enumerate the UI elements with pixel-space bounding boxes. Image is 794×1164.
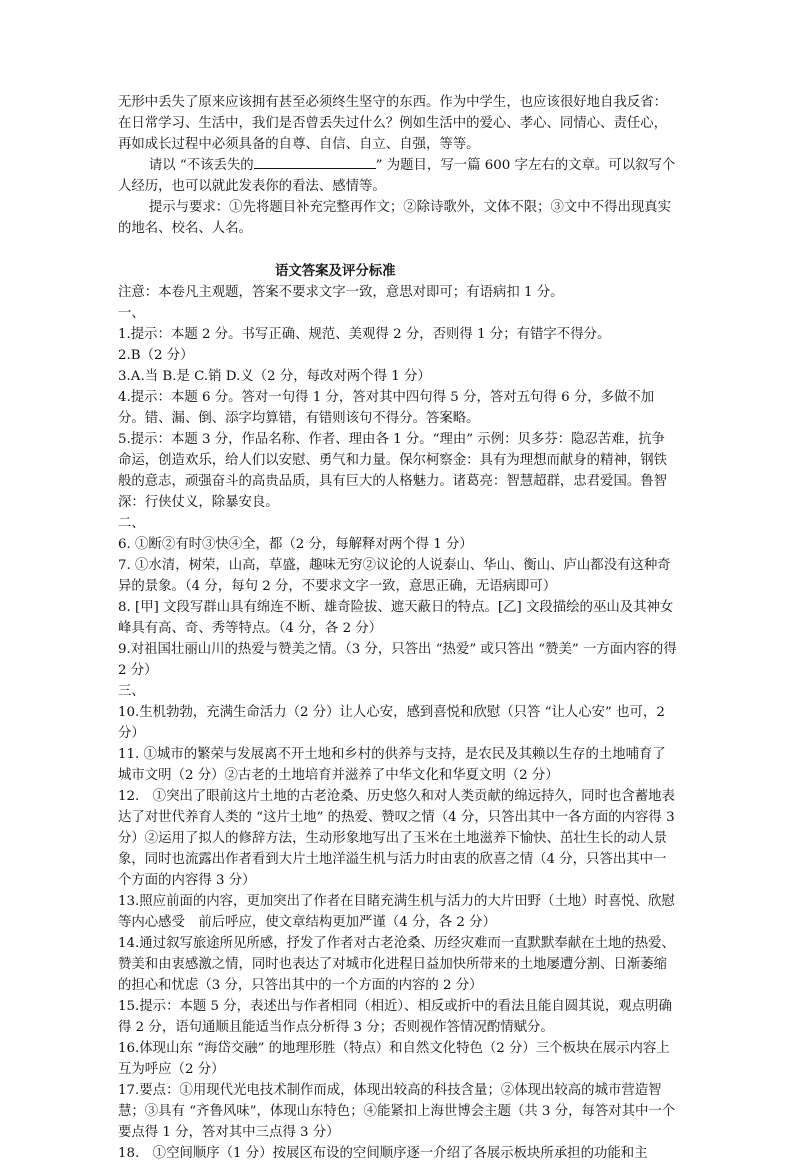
- answers-note: 注意：本卷凡主观题，答案不要求文字一致，意思对即可；有语病扣 1 分。: [118, 285, 564, 300]
- section-gap: [118, 239, 678, 261]
- answer-18: 18. ①空间顺序（1 分）按展区布设的空间顺序逐一介绍了各展示板块所承担的功能和主: [118, 1146, 648, 1161]
- essay-prompt-rest: ” 为题目，写一篇 600 字左右的文章。可以叙写个人经历，也可以就此发表你的看法、感情等。: [118, 158, 676, 194]
- answer-12: 12. ①突出了眼前这片土地的古老沧桑、历史悠久和对人类贡献的绵远持久，同时也含蓄地表达了对世代养育人类的 “这片土地” 的热爱、赞叹之情（4 分，只答出其中一各方面的内容得 3 分）②运用了拟人的修辞方法，生动形象地写出了玉米在土地滋养下愉快、茁壮生长的动人景象，同时也流露出作者看到大片土地洋溢生机与活力时由衷的欣喜之情（4 分，只答出其中一个方面的内容得 3 分）: [118, 789, 675, 888]
- answer-7: 7. ①水清，树荣，山高，草盛，趣味无穷②议论的人说泰山、华山、衡山、庐山都没有这种奇异的景象。（4 分，每句 2 分，不要求文字一致，意思正确，无语病即可）: [118, 558, 671, 594]
- answer-10: 10.生机勃勃，充满生命活力（2 分）让人心安，感到喜悦和欣慰（只答 “让人心安” 也可，2 分）: [118, 705, 665, 741]
- answer-9: 9.对祖国壮丽山川的热爱与赞美之情。（3 分，只答出 “热爱” 或只答出 “赞美” 一方面内容的得 2 分）: [118, 642, 677, 678]
- section-heading-3: 三、: [118, 684, 145, 699]
- answer-8: 8. [甲] 文段写群山具有绵连不断、雄奇险拔、遮天蔽日的特点。[乙] 文段描绘的巫山及其神女峰具有高、奇、秀等特点。（4 分，各 2 分）: [118, 600, 674, 636]
- answer-5: 5.提示：本题 3 分，作品名称、作者、理由各 1 分。“理由” 示例：贝多芬：隐忍苦难，抗争命运，创造欢乐，给人们以安慰、勇气和力量。保尔柯察金：具有为理想而献身的精神，钢铁般的意志，顽强奋斗的高贵品质，具有巨大的人格魅力。诸葛亮：智慧超群，忠君爱国。鲁智深：行侠仗义，除暴安良。: [118, 432, 668, 510]
- answer-2: 2.B（2 分）: [118, 348, 194, 363]
- answer-4: 4.提示：本题 6 分。答对一句得 1 分，答对其中四句得 5 分，答对五句得 6 分，多做不加分。错、漏、倒、添字均算错，有错则该句不得分。答案略。: [118, 390, 655, 426]
- essay-prompt: [118, 155, 678, 197]
- answer-15: 15.提示：本题 5 分，表述出与作者相同（相近）、相反或折中的看法且能自圆其说，观点明确得 2 分，语句通顺且能适当作点分析得 3 分；否则视作答情况酌情赋分。: [118, 999, 672, 1035]
- section-heading-2: 二、: [118, 516, 145, 531]
- answer-17: 17.要点：①用现代光电技术制作而成，体现出较高的科技含量；②体现出较高的城市营造智慧；③具有 “齐鲁风味”，体现山东特色；④能紧扣上海世博会主题（共 3 分，每答对其中一个要点得 1 分，答对其中三点得 3 分）: [118, 1083, 676, 1140]
- essay-paragraph: 无形中丢失了原来应该拥有甚至必须终生坚守的东西。作为中学生，也应该很好地自我反省：在日常学习、生活中，我们是否曾丢失过什么？例如生活中的爱心、孝心、同情心、责任心，再如成长过程中必须具备的自尊、自信、自立、自强，等等。: [118, 95, 668, 152]
- answer-14: 14.通过叙写旅途所见所感，抒发了作者对古老沧桑、历经灾难而一直默默奉献在土地的热爱、赞美和由衷感激之情，同时也表达了对城市化进程日益加快所带来的土地屡遭分割、日渐萎缩的担心和忧虑（3 分，只答出其中的一个方面的内容的 2 分）: [118, 936, 675, 993]
- title-blank-line: [254, 155, 376, 169]
- answer-16: 16.体现山东 “海岱交融” 的地理形胜（特点）和自然文化特色（2 分）三个板块在展示内容上互为呼应（2 分）: [118, 1041, 670, 1077]
- answer-3: 3.A.当 B.是 C.销 D.义（2 分，每改对两个得 1 分）: [118, 369, 431, 384]
- section-heading-1: 一、: [118, 306, 145, 321]
- answer-1: 1.提示：本题 2 分。书写正确、规范、美观得 2 分，否则得 1 分；有错字不得分。: [118, 327, 611, 342]
- answers-title: 语文答案及评分标准: [275, 263, 396, 279]
- answer-11: 11. ①城市的繁荣与发展离不开土地和乡村的供养与支持，是农民及其赖以生存的土地哺育了城市文明（2 分）②古老的土地培育并滋养了中华文化和华夏文明（2 分）: [118, 747, 666, 783]
- document-page: [118, 92, 678, 1164]
- essay-prompt-lead: 请以 “不该丢失的: [148, 158, 254, 173]
- answer-6: 6. ①断②有时③快④全，都（2 分，每解释对两个得 1 分）: [118, 537, 473, 552]
- answer-13: 13.照应前面的内容，更加突出了作者在目睹充满生机与活力的大片田野（土地）时喜悦、欣慰等内心感受 前后呼应，使文章结构更加严谨（4 分，各 2 分）: [118, 894, 675, 930]
- essay-requirements: 提示与要求：①先将题目补充完整再作文；②除诗歌外，文体不限；③文中不得出现真实的地名、校名、人名。: [118, 200, 672, 236]
